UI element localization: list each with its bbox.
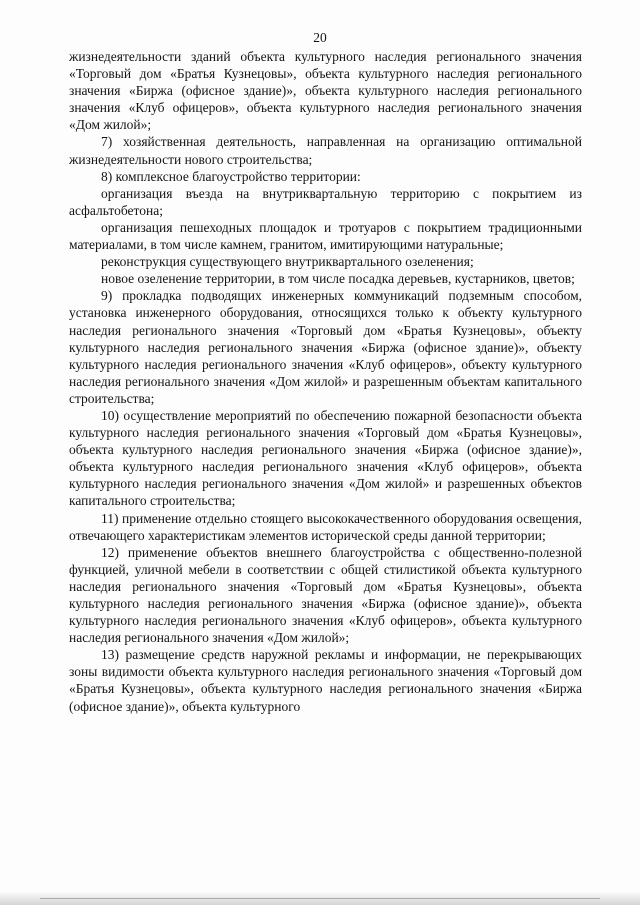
paragraph-item-10: 10) осуществление мероприятий по обеспечению пожарной безопасности объекта культурного наследия регионального значения «Торговый дом «Братья Кузнецовы», объекта культурного наследия регионального значения «Биржа (офисное здание)», объекта культурного наследия регионального значения «Клуб офицеров», объекта культурного наследия регионального значения «Дом жилой» и разрешенных объектов капитального строительства; [69,407,582,509]
paragraph-continuation: жизнедеятельности зданий объекта культурного наследия регионального значения «Торговый дом «Братья Кузнецовы», объекта культурного наследия регионального значения «Биржа (офисное здание)», объекта культурного наследия регионального значения «Клуб офицеров», объекта культурного наследия регионального значения «Дом жилой»; [69,49,582,133]
page-number: 20 [313,30,327,45]
paragraph-greenery-reconstruction: реконструкция существующего внутриквартального озеленения; [101,254,474,270]
paragraph-new-greenery: новое озеленение территории, в том числе посадка деревьев, кустарников, цветов; [101,271,575,287]
paragraph-driveway: организация въезда на внутриквартальную территорию с покрытием из асфальтобетона; [69,185,582,218]
page-edge-line [40,898,600,899]
paragraph-item-8: 8) комплексное благоустройство территории: [101,168,361,184]
paragraph-item-7: 7) хозяйственная деятельность, направленная на организацию оптимальной жизнедеятельности нового строительства; [69,134,582,167]
paragraph-item-9: 9) прокладка подводящих инженерных коммуникаций подземным способом, установка инженерного оборудования, относящихся только к объекту культурного наследия регионального значения «Торговый дом «Братья Кузнецовы», объекту культурного наследия регионального значения «Биржа (офисное здание)», объекту культурного наследия регионального значения «Клуб офицеров», объекту культурного наследия регионального значения «Дом жилой» и разрешенным объектам капитального строительства; [69,288,582,406]
document-body [69,48,582,715]
paragraph-item-12: 12) применение объектов внешнего благоустройства с общественно-полезной функцией, уличной мебели в соответствии с общей стилистикой объекта культурного наследия регионального значения «Торговый дом «Братья Кузнецовы», объекта культурного наследия регионального значения «Биржа (офисное здание)», объекта культурного наследия регионального значения «Клуб офицеров», объекта культурного наследия регионального значения «Дом жилой»; [69,544,582,646]
paragraph-item-11: 11) применение отдельно стоящего высококачественного оборудования освещения, отвечающего характеристикам элементов исторической среды данной территории; [69,510,582,543]
paragraph-pedestrian-areas: организация пешеходных площадок и тротуаров с покрытием традиционными материалами, в том числе камнем, гранитом, имитирующими натуральные; [69,219,582,253]
paragraph-item-13: 13) размещение средств наружной рекламы и информации, не перекрывающих зоны видимости объекта культурного наследия регионального значения «Торговый дом «Братья Кузнецовы», объекта культурного наследия регионального значения «Биржа (офисное здание)», объекта культурного [69,647,582,714]
